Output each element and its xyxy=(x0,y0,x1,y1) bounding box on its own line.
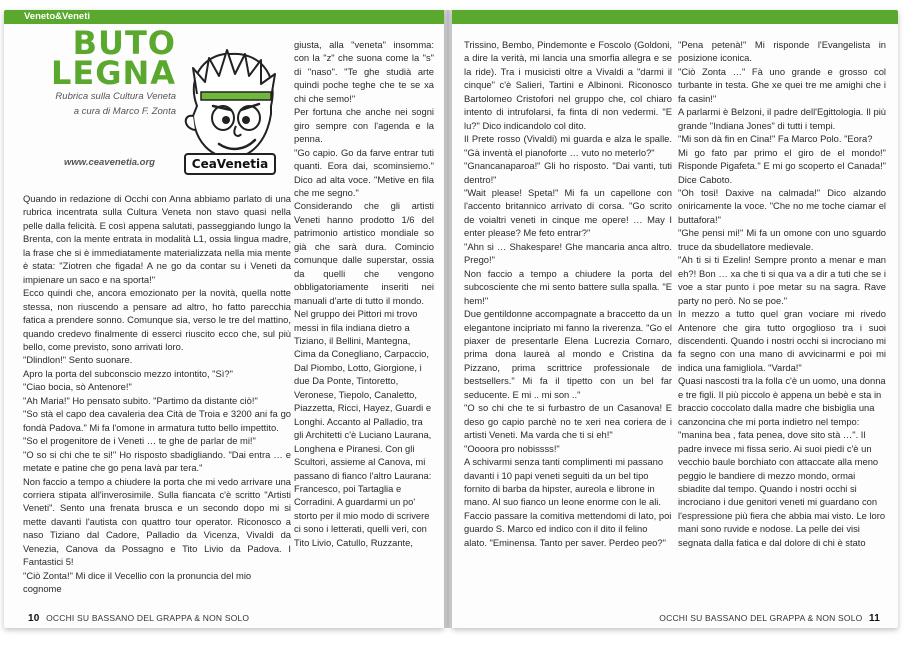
paragraph: "Ciò Zonta!" Mi dice il Vecellio con la pronuncia del mio cognome xyxy=(23,569,252,595)
article-column-4 xyxy=(678,38,886,614)
paragraph: "Ahn si … Shakespare! Ghe mancaria anca altro. Prego!" xyxy=(464,240,672,266)
right-page-footer xyxy=(659,613,884,624)
paragraph: "Ah Maria!" Ho pensato subito. "Partimo da distante ciò!" xyxy=(23,394,258,406)
paragraph: "Wait please! Speta!" Mi fa un capellone con l'accento britannico arrivato di corsa. "Go scrito de voialtri veneti in cinque me opere! … May I enter please? Me feto entrar?" xyxy=(464,186,672,239)
paragraph: "So el progenitore de i Veneti … te ghe de parlar de mi!" xyxy=(23,435,256,447)
paragraph: Ecco quindi che, ancora emozionato per la novità, quella notte stessa, non riuscendo a pensare ad altro, ho fatto parecchia fatica a prendere sonno. Comunque sia, verso le tre del mattino, quando credevo finalmente di esserci riuscito ecco che, sul più bello, come previsto, sono arrivati loro. xyxy=(23,287,291,352)
column-title-line1: BUTO xyxy=(72,24,176,62)
left-page-footer xyxy=(24,613,249,624)
paragraph: Mi go fato par primo el giro de el mondo!" Risponde Pigafeta." E mi go scoperto el Canada!" Dice Caboto. xyxy=(678,146,886,185)
paragraph: "Ah ti si ti Ezelin! Sempre pronto a menar e man eh?! Bon … xa che ti si qua va a dir a tuti che se i voe a star punto i poe metar su na sagra. Rave party no però. No se poe." xyxy=(678,254,886,306)
right-section-band xyxy=(452,10,898,24)
paragraph: "Pena petenà!" Mi risponde l'Evangelista in posizione iconica. xyxy=(678,39,886,64)
right-page xyxy=(452,10,898,628)
subtitle-line1: Rubrica sulla Cultura Veneta xyxy=(55,91,176,102)
paragraph: Il Prete rosso (Vivaldi) mi guarda e alza le spalle. "Gà inventà el pianoforte … vuto no meterlo?" xyxy=(464,133,672,158)
paragraph: "Ciao bocia, sò Antenore!" xyxy=(23,381,132,393)
paragraph: "Dlindlon!" Sento suonare. xyxy=(23,354,133,366)
paragraph: Non faccio a tempo a chiudere la porta che mi vedo arrivare una corriera stipata all'inverosimile. Sulla fiancata c'è scritto "Artisti Veneti". Sento una frenata brusca e un secondo dopo mi si mette davanti l'autista con quattro tour operator. Riconosco a naso Tiziano dal Cadore, Palladio da Vicenza, Vivaldi da Venezia, Canova da Possagno e Tito Livio da Padova. I Fantastici 5! xyxy=(23,475,291,568)
article-column-1 xyxy=(23,192,291,612)
article-column-2 xyxy=(294,38,434,614)
paragraph: "Go capio. Go da farve entrar tuti quanti. Eora dai, scominsiemo." Dico ad alta voce. "Metive en fila che me segno." xyxy=(294,146,434,198)
paragraph: Due gentildonne accompagnate a braccetto da un elegantone incipriato mi fanno la riverenza. "Go el piaxer de presentarle Elena Lucrezia Cornaro, prima dona laureà al mondo e Cristina da Pizzano, prima scrittrice professionale de bestsellers." Mi fa il tipetto con un bel far seducente. E mi .. mi son .." xyxy=(464,308,672,400)
paragraph: Quasi nascosti tra la folla c'è un uomo, una donna e tre figli. Il più piccolo è appena un bebè e sta in braccio coccolato dalla madre che bisbiglia una canzoncina che mi porta indietro nel tempo: "manina bea , fata penea, dove sito stà …". Il padre invece mi fissa serio. Ai suoi piedi c'è un vecchio baule borchiato con attaccate alla meno peggio le bandiere di mezzo mondo, ormai sbiadite dal tempo. Quando i nostri occhi si incrociano i due genitori veneti mi guardano con l'espressione più fiera che abbia mai visto. Le loro mani sono ruvide e nodose. La pelle dei visi segnata dalla fatica e dal dolore di chi è stato xyxy=(678,375,886,548)
cartoon-mascot-icon xyxy=(179,44,284,168)
paragraph: In mezzo a tutto quel gran vociare mi rivedo Antenore che gira tutto orgoglioso tra i suoi discendenti. Quando i nostri occhi si incrociano mi fa segno con una mano di avvicinarmi e poi mi indica una famigliola. "Varda!" xyxy=(678,308,886,373)
paragraph: A schivarmi senza tanti complimenti mi passano davanti i 10 papi veneti seguiti da un bel tipo fornito di barba da hipster, aureola e librone in mano. Al suo fianco un leone enorme con le ali. Faccio passare la comitiva mettendomi di lato, poi guardo S. Marco ed indico con il dito il felino alato. "Eminensa. Tanto per saver. Perdeo peo?" xyxy=(464,456,672,548)
paragraph: "Oh tosi! Daxive na calmada!" Dico alzando oniricamente la voce. "Che no me toche ciamar el buttafora!" xyxy=(678,186,886,225)
subtitle-line2: a cura di Marco F. Zonta xyxy=(73,106,176,117)
paragraph: Per fortuna che anche nei sogni giro sempre con l'agenda e la penna. xyxy=(294,106,434,145)
paragraph: "Gnancanaparoa!" Gli ho risposto. "Dai vanti, tuti dentro!" xyxy=(464,160,672,185)
left-footer-magazine: OCCHI SU BASSANO DEL GRAPPA & NON SOLO xyxy=(46,613,250,623)
ceavenetia-logo: CeaVenetia xyxy=(184,153,276,175)
left-page-number: 10 xyxy=(28,613,40,624)
right-footer-magazine: OCCHI SU BASSANO DEL GRAPPA & NON SOLO xyxy=(659,613,863,623)
paragraph: "Oooora pro nobissss!" xyxy=(464,442,560,454)
column-title-block xyxy=(26,24,176,118)
paragraph: giusta, alla "veneta" insomma: con la "z" che suona come la "s" di "naso". "Te ghe studià arte quindi poche teghe che te se xa chi che semo!" xyxy=(294,39,434,104)
paragraph: "O so si chi che te si!" Ho risposto sbadigliando. "Dai entra … e metate e patine che go pena lavà par tera." xyxy=(23,448,291,474)
paragraph: Considerando che gli artisti Veneti hanno prodotto 1/6 del patrimonio artistico mondiale so già che sarà dura. Comincio comunque dalle superstar, ossia da quelli che vengono obbligatoriamente inseriti nei manuali d'arte di tutto il mondo. xyxy=(294,200,434,306)
paragraph: Nel gruppo dei Pittori mi trovo messi in fila indiana dietro a Tiziano, il Bellini, Mantegna, Cima da Conegliano, Carpaccio, Dal Piombo, Lotto, Giorgione, i due Da Ponte, Tintoretto, Veronese, Tiepolo, Canaletto, Piazzetta, Ricci, Hayez, Guardi e Longhi. Accanto al Palladio, tra gli Architetti c'è Luciano Laurana, Longhena e Piranesi. Con gli Scultori, assieme al Canova, mi passano di fianco l'altro Laurana: Francesco, poi Tartaglia e Corradini. A guardarmi un po' storto per il mio modo di scrivere ci sono i letterati, quelli veri, con Tito Livio, Catullo, Ruzzante, xyxy=(294,308,432,548)
left-page xyxy=(4,10,444,628)
paragraph: "Ciò Zonta …" Fà uno grande e grosso col turbante in testa. Ghe xe quei tre me amighi che i fa casin!" xyxy=(678,65,886,104)
paragraph: A parlarmi è Belzoni, il padre dell'Egittologia. Il più grande "Indiana Jones" di tutti i tempi. xyxy=(678,106,886,131)
column-title-line2: LEGNA xyxy=(50,54,176,92)
paragraph: "Ghe pensi mi!" Mi fa un omone con uno sguardo truce da sbudellatore medievale. xyxy=(678,227,886,252)
paragraph: Trissino, Bembo, Pindemonte e Foscolo (Goldoni, a dire la verità, mi lancia una smorfia allegra e se la ride). Tra i musicisti oltre a Vivaldi a "darmi il cinque" c'è Salieri, Tartini e Albinoni. Riconosco Bartolomeo Cristofori nel gruppo che, col chiaro intento di intrufolarsi, fa finta di non vedermi. "E lu?" Dico indicandolo col dito. xyxy=(464,39,672,131)
paragraph: "O so chi che te si furbastro de un Casanova! E deso go capio parchè no te xeri nea coriera de i artisti Veneti. Ma varda che ti si eh!" xyxy=(464,402,672,441)
paragraph: Quando in redazione di Occhi con Anna abbiamo parlato di una rubrica incentrata sulla Cultura Veneta non stavo quasi nella pelle dalla felicità. E così appena salutati, passeggiando lungo la Brenta, con la mente entrata in modalità L1, ossia lingua madre, la frase che si è immediatamente materializzata nella mia mente è stata: "Ziotren che figada! A ne go da contar su i Veneti da impienare un saco e na sporta!" xyxy=(23,193,291,285)
website-link[interactable]: www.ceavenetia.org xyxy=(64,157,155,168)
paragraph: Non faccio a tempo a chiudere la porta del subcosciente che mi sento battere sulla spalla. "E hem!" xyxy=(464,267,672,306)
paragraph: "Mi son dà fin en Cina!" Fa Marco Polo. "Eora? xyxy=(678,133,873,145)
paragraph: "So stà el capo dea cavaleria dea Cità de Troia e 3200 ani fa go fondà Padova." Mi fa l'omone in armatura tutto bello impettito. xyxy=(23,408,291,433)
right-page-number: 11 xyxy=(869,613,880,624)
section-band xyxy=(4,10,444,24)
article-column-3 xyxy=(464,38,672,614)
section-label: Veneto&Veneti xyxy=(24,11,90,22)
paragraph: Apro la porta del subconscio mezzo intontito, "Sì?" xyxy=(23,367,233,379)
